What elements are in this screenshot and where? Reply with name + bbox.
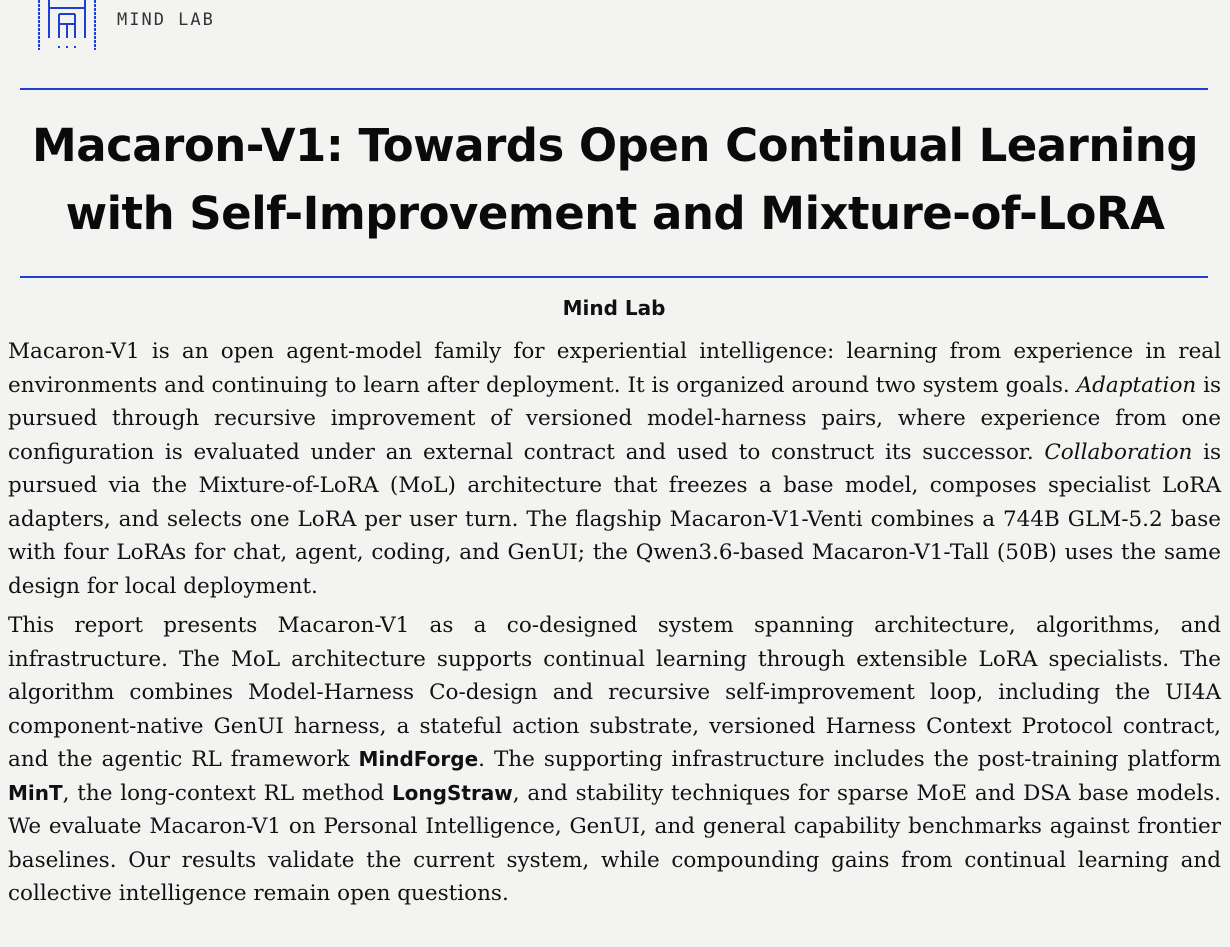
abstract-p2-bold-mint: MinT <box>8 780 63 805</box>
paper-author: Mind Lab <box>562 296 666 320</box>
abstract-p2-text-4: , and stability techniques for sparse MoE and DSA base models. We evaluate Macaron-V1 on Personal Intelligence, GenUI, and general capability benchmarks against frontier baselines. Our results validate the current system, while compounding gains from continual learning and collective intelligence remain open questions. <box>8 780 1221 906</box>
abstract-p1-text-1: Macaron-V1 is an open agent-model family for experiential intelligence: learning from experience in real environments and continuing to learn after deployment. It is organized around two system goals. <box>8 339 1221 398</box>
paper-title <box>0 112 1230 248</box>
mind-lab-logo-icon <box>37 0 99 52</box>
abstract-p1-emphasis-adaptation: Adaptation <box>1076 372 1197 398</box>
abstract-p2-text-1: This report presents Macaron-V1 as a co-designed system spanning architecture, algorithms, and infrastructure. The MoL architecture supports continual learning through extensible LoRA specialists. The algorithm combines Model-Harness Co-design and recursive self-improvement loop, including the UI4A component-native GenUI harness, a stateful action substrate, versioned Harness Context Protocol contract, and the agentic RL framework <box>8 613 1221 772</box>
logo[interactable] <box>37 0 215 52</box>
title-bottom-rule <box>20 276 1208 278</box>
abstract-p2-text-2: . The supporting infrastructure includes the post-training platform <box>478 747 1221 772</box>
abstract-p1-emphasis-collaboration: Collaboration <box>1044 439 1193 465</box>
abstract-p2-bold-mindforge: MindForge <box>358 747 479 771</box>
abstract-p1-text-3: is pursued via the Mixture-of-LoRA (MoL) architecture that freezes a base model, composes specialist LoRA adapters, and selects one LoRA per user turn. The flagship Macaron-V1-Venti combines a 744B GLM-5.2 base with four LoRAs for chat, agent, coding, and GenUI; the Qwen3.6-based Macaron-V1-Tall (50B) uses the same design for local deployment. <box>8 439 1221 599</box>
abstract-paragraph-1 <box>8 335 1221 603</box>
logo-text: MIND LAB <box>117 10 215 30</box>
title-top-rule <box>20 88 1208 90</box>
abstract-paragraph-2 <box>8 609 1221 911</box>
paper-title-line-2: with Self-Improvement and Mixture-of-LoRA <box>65 187 1165 240</box>
abstract-p2-bold-longstraw: LongStraw <box>391 780 513 805</box>
abstract-p2-text-3: , the long-context RL method <box>62 780 392 806</box>
paper-title-line-1: Macaron-V1: Towards Open Continual Learning <box>31 119 1199 172</box>
abstract-p1-text-2: is pursued through recursive improvement of versioned model-harness pairs, where experience from one configuration is evaluated under an external contract and used to construct its successor. <box>8 372 1222 465</box>
